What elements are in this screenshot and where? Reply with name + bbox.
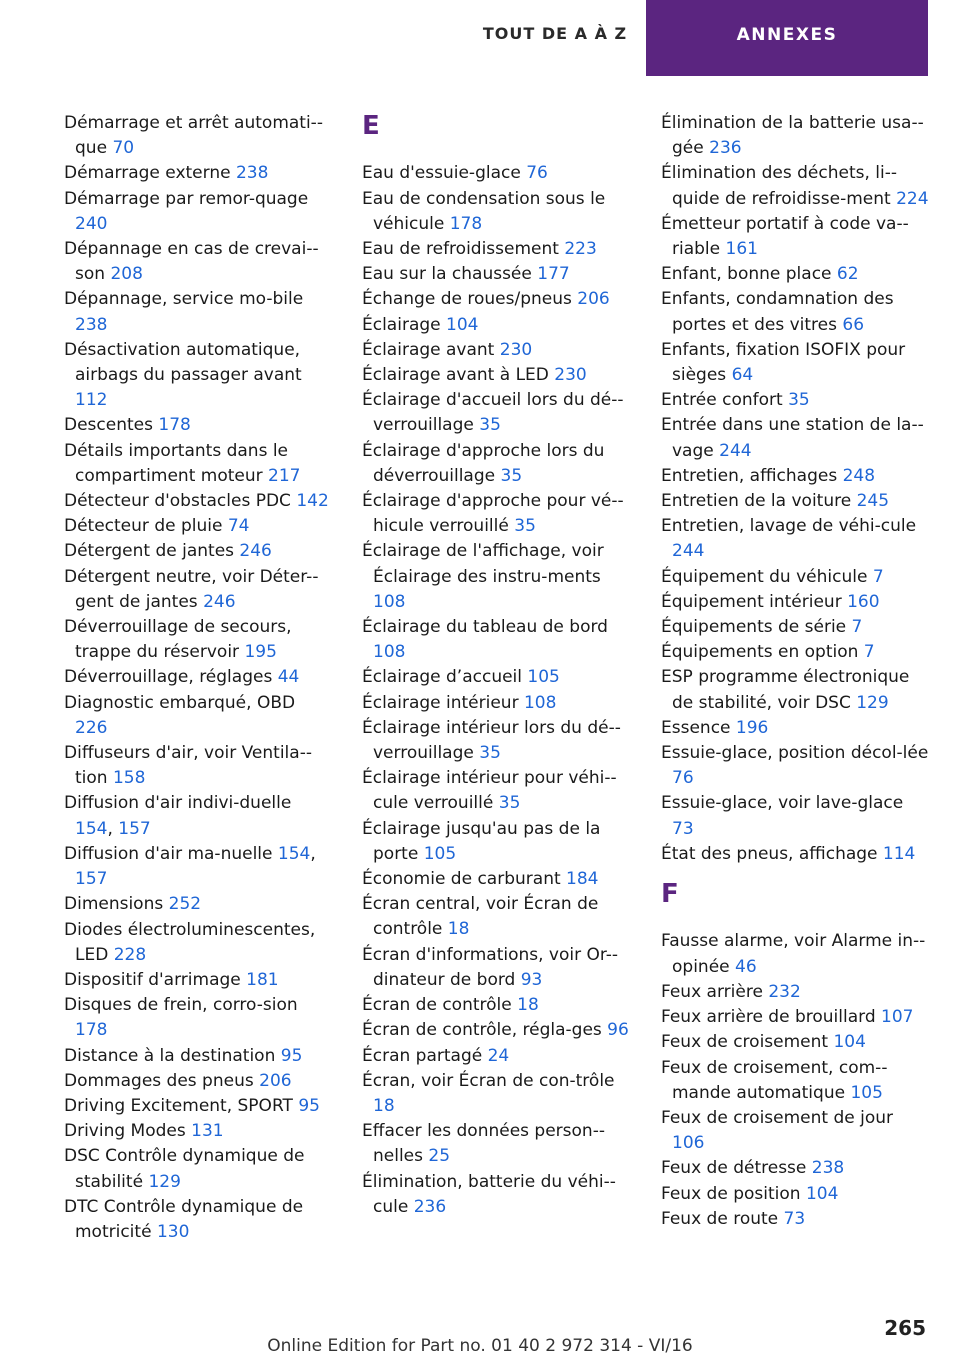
index-term: Diodes électroluminescentes, LED bbox=[64, 919, 316, 965]
page-reference-link[interactable]: 73 bbox=[672, 818, 694, 839]
index-entry bbox=[64, 665, 332, 690]
index-entry bbox=[661, 565, 929, 590]
index-entry bbox=[362, 363, 630, 388]
index-term: Désactivation automatique, airbags du passager avant bbox=[64, 339, 302, 386]
page-reference-link[interactable]: 154 bbox=[277, 843, 311, 864]
index-term: Écran, voir Écran de con-trôle bbox=[362, 1070, 615, 1091]
page-reference-link[interactable]: 244 bbox=[672, 541, 705, 562]
page-reference-link[interactable]: 18 bbox=[447, 919, 470, 940]
index-entry bbox=[661, 514, 929, 564]
index-entry bbox=[661, 1030, 929, 1055]
index-entry bbox=[661, 161, 929, 211]
index-entry bbox=[661, 111, 929, 161]
index-term: Éclairage intérieur lors du dé-verrouillage bbox=[362, 717, 621, 764]
index-term: Élimination de la batterie usa-gée bbox=[661, 113, 924, 159]
page-reference-link[interactable]: 157 bbox=[118, 818, 151, 839]
page-reference-link[interactable]: 161 bbox=[725, 239, 758, 260]
page-reference-link[interactable]: 226 bbox=[75, 717, 108, 738]
page-reference-link[interactable]: 236 bbox=[413, 1196, 447, 1217]
index-term: Descentes bbox=[64, 415, 159, 436]
page-number: 265 bbox=[884, 1316, 926, 1340]
index-term: Équipements de série bbox=[661, 617, 852, 638]
index-term: Élimination, batterie du véhi-cule bbox=[362, 1171, 616, 1217]
index-entry bbox=[362, 262, 630, 287]
index-term: Disques de frein, corro-sion bbox=[64, 995, 298, 1016]
page-reference-link[interactable]: 95 bbox=[280, 1045, 303, 1066]
index-term: Éclairage avant à LED bbox=[362, 365, 555, 386]
index-term: Élimination des déchets, li-quide de refroidisse-ment bbox=[661, 163, 898, 209]
index-term: Enfant, bonne place bbox=[661, 264, 837, 285]
index-term: Détecteur d'obstacles PDC bbox=[64, 491, 297, 512]
index-term: Eau de refroidissement bbox=[362, 239, 565, 259]
index-entry bbox=[64, 565, 332, 615]
index-entry bbox=[362, 615, 630, 665]
index-term: DSC Contrôle dynamique de stabilité bbox=[64, 1146, 305, 1192]
index-term: Équipements en option bbox=[661, 642, 864, 663]
header-section-title: TOUT DE A À Z bbox=[482, 24, 628, 43]
index-entry bbox=[362, 539, 630, 615]
page-reference-link[interactable]: 62 bbox=[836, 264, 859, 285]
page-reference-link[interactable]: 66 bbox=[842, 314, 865, 335]
index-term: Éclairage de l'affichage, voir Éclairage des instru-ments bbox=[362, 541, 604, 587]
index-entry bbox=[661, 388, 929, 413]
index-term: Démarrage par remor-quage bbox=[64, 188, 309, 209]
index-term: Dépannage, service mo-bile bbox=[64, 289, 304, 310]
index-entry bbox=[64, 187, 332, 237]
page-reference-link[interactable]: 248 bbox=[842, 465, 876, 486]
page-reference-link[interactable]: 230 bbox=[554, 365, 587, 386]
index-term: Dépannage en cas de crevai-son bbox=[64, 239, 319, 285]
index-term: Diagnostic embarqué, OBD bbox=[64, 692, 296, 713]
page-reference-link[interactable]: 196 bbox=[735, 717, 769, 738]
index-term: Entretien de la voiture bbox=[661, 491, 857, 512]
page-reference-link[interactable]: 74 bbox=[227, 516, 250, 537]
index-term: Éclairage d'accueil lors du dé-verrouillage bbox=[362, 390, 624, 436]
index-term: Fausse alarme, voir Alarme in-opinée bbox=[661, 931, 926, 977]
page-reference-link[interactable]: 7 bbox=[851, 617, 863, 638]
index-entry bbox=[362, 187, 630, 237]
page-reference-link[interactable]: 236 bbox=[709, 138, 742, 159]
index-entry bbox=[64, 237, 332, 287]
page-reference-link[interactable]: 108 bbox=[373, 591, 406, 612]
index-term: Feux de croisement, com-mande automatique bbox=[661, 1057, 888, 1103]
page-reference-link[interactable]: 35 bbox=[498, 793, 521, 814]
page-reference-link[interactable]: 35 bbox=[479, 415, 501, 436]
page-reference-link[interactable]: 105 bbox=[423, 843, 457, 864]
page-reference-link[interactable]: 105 bbox=[527, 667, 560, 688]
index-entry bbox=[362, 489, 630, 539]
page-reference-link[interactable]: 104 bbox=[833, 1032, 866, 1053]
index-term: Démarrage externe bbox=[64, 163, 236, 184]
page-reference-link[interactable]: 108 bbox=[373, 642, 406, 663]
page-reference-link[interactable]: 35 bbox=[479, 743, 501, 764]
page-reference-link[interactable]: 244 bbox=[719, 440, 752, 461]
index-entry bbox=[64, 741, 332, 791]
index-entry bbox=[661, 212, 929, 262]
page-reference-link[interactable]: 246 bbox=[239, 541, 272, 562]
index-term: Écran partagé bbox=[362, 1045, 488, 1066]
page-reference-link[interactable]: 177 bbox=[537, 264, 570, 285]
index-entry bbox=[362, 1170, 630, 1220]
page-reference-link[interactable]: 35 bbox=[788, 390, 810, 411]
index-term: Dimensions bbox=[64, 894, 169, 915]
index-entry bbox=[64, 161, 332, 186]
index-term: Diffusion d'air indivi-duelle bbox=[64, 793, 292, 814]
index-term: Économie de carburant bbox=[362, 869, 567, 890]
page-reference-link[interactable]: 76 bbox=[526, 163, 548, 184]
page-reference-link[interactable]: 108 bbox=[523, 692, 557, 713]
page-reference-link[interactable]: 240 bbox=[75, 213, 108, 234]
page-reference-link[interactable]: 7 bbox=[872, 566, 884, 587]
index-entry bbox=[64, 287, 332, 337]
index-term: Entretien, lavage de véhi-cule bbox=[661, 516, 917, 537]
index-term: Entretien, affichages bbox=[661, 465, 843, 486]
page-reference-link[interactable]: 18 bbox=[517, 995, 539, 1016]
index-entry bbox=[64, 1069, 332, 1094]
index-term: Feux arrière bbox=[661, 981, 769, 1002]
index-term: Eau de condensation sous le véhicule bbox=[362, 188, 606, 234]
index-term: Diffusion d'air ma-nuelle bbox=[64, 843, 278, 864]
page-reference-link[interactable]: 112 bbox=[75, 390, 108, 411]
page-reference-link[interactable]: 230 bbox=[499, 339, 533, 360]
index-term: État des pneus, affichage bbox=[661, 843, 883, 864]
page-reference-link[interactable]: 129 bbox=[148, 1171, 181, 1192]
index-term: Éclairage d’accueil bbox=[362, 667, 528, 688]
index-term: Déverrouillage, réglages bbox=[64, 667, 278, 688]
index-column-1 bbox=[64, 111, 332, 1245]
index-entry bbox=[64, 691, 332, 741]
page-reference-link[interactable]: 105 bbox=[850, 1082, 883, 1103]
page-reference-link[interactable]: 232 bbox=[768, 981, 801, 1002]
index-term: Éclairage bbox=[362, 314, 447, 335]
index-term: Éclairage du tableau de bord bbox=[362, 617, 608, 638]
index-term: Essence bbox=[661, 717, 736, 738]
page-reference-link[interactable]: 158 bbox=[112, 768, 146, 789]
index-term: Échange de roues/pneus bbox=[362, 289, 578, 310]
index-entry bbox=[661, 287, 929, 337]
index-term: Déverrouillage de secours, trappe du réservoir bbox=[64, 617, 292, 663]
index-entry bbox=[64, 111, 332, 161]
page-reference-link[interactable]: 129 bbox=[856, 692, 889, 713]
index-term: Diffuseurs d'air, voir Ventila-tion bbox=[64, 743, 312, 789]
index-term: Écran d'informations, voir Or-dinateur de bord bbox=[362, 944, 619, 990]
index-entry bbox=[64, 918, 332, 968]
index-column-3 bbox=[661, 111, 929, 1232]
index-entry bbox=[661, 1005, 929, 1030]
page-reference-link[interactable]: 238 bbox=[811, 1158, 845, 1179]
index-term: Entrée confort bbox=[661, 390, 789, 411]
section-letter: F bbox=[661, 879, 679, 910]
page-reference-link[interactable]: 107 bbox=[881, 1007, 914, 1028]
index-entry bbox=[64, 514, 332, 539]
index-term: Eau d'essuie-glace bbox=[362, 163, 527, 184]
index-term: Équipement du véhicule bbox=[661, 566, 873, 587]
index-term: ESP programme électronique de stabilité, voir DSC bbox=[661, 667, 910, 713]
page-reference-link[interactable]: 35 bbox=[514, 516, 536, 537]
index-entry bbox=[362, 338, 630, 363]
index-entry bbox=[661, 1182, 929, 1207]
index-entry bbox=[64, 539, 332, 564]
page-reference-link[interactable]: 246 bbox=[203, 591, 236, 612]
index-entry bbox=[661, 1106, 929, 1156]
page-reference-link[interactable]: 195 bbox=[244, 642, 277, 663]
index-term: Feux de croisement bbox=[661, 1032, 834, 1053]
page-reference-link[interactable]: 95 bbox=[298, 1095, 320, 1116]
index-term: Enfants, fixation ISOFIX pour sièges bbox=[661, 339, 906, 386]
index-entry bbox=[362, 313, 630, 338]
index-entry bbox=[362, 766, 630, 816]
index-entry bbox=[64, 1195, 332, 1245]
footer-edition: Online Edition for Part no. 01 40 2 972 314 - VI/16 bbox=[267, 1336, 693, 1356]
index-entry bbox=[362, 867, 630, 892]
page-reference-link[interactable]: 252 bbox=[168, 894, 202, 915]
page-reference-link[interactable]: 70 bbox=[112, 138, 135, 159]
index-entry bbox=[362, 1119, 630, 1169]
page-reference-link[interactable]: 157 bbox=[75, 869, 108, 890]
index-entry bbox=[362, 287, 630, 312]
page-reference-link[interactable]: 184 bbox=[566, 869, 599, 890]
index-term: Feux de position bbox=[661, 1183, 806, 1204]
index-term: Feux de croisement de jour bbox=[661, 1107, 894, 1128]
index-entry bbox=[64, 1044, 332, 1069]
index-term: Démarrage et arrêt automati-que bbox=[64, 113, 323, 159]
index-entry bbox=[362, 1044, 630, 1069]
index-term: Éclairage avant bbox=[362, 339, 500, 360]
index-entry bbox=[362, 1018, 630, 1043]
index-entry bbox=[362, 161, 630, 186]
index-term: Dispositif d'arrimage bbox=[64, 969, 247, 990]
index-entry bbox=[362, 892, 630, 942]
page-reference-link[interactable]: 93 bbox=[520, 969, 543, 990]
index-entry bbox=[362, 691, 630, 716]
index-entry bbox=[64, 1144, 332, 1194]
page-reference-link[interactable]: 73 bbox=[783, 1208, 806, 1229]
page-reference-link[interactable]: 142 bbox=[296, 491, 329, 512]
page-reference-link[interactable]: 206 bbox=[577, 289, 610, 310]
index-term: Driving Modes bbox=[64, 1121, 192, 1142]
page-reference-link[interactable]: 228 bbox=[113, 944, 147, 965]
index-term: Effacer les données person-nelles bbox=[362, 1121, 605, 1167]
page-reference-link[interactable]: 114 bbox=[882, 843, 916, 864]
index-entry bbox=[661, 842, 929, 867]
page-reference-link[interactable]: 178 bbox=[158, 415, 191, 436]
index-term: Détails importants dans le compartiment moteur bbox=[64, 440, 289, 486]
index-term: Feux arrière de brouillard bbox=[661, 1007, 882, 1028]
index-term: DTC Contrôle dynamique de motricité bbox=[64, 1196, 304, 1242]
index-entry: Diffusion d'air indivi-duelle 154, 157 bbox=[64, 793, 292, 839]
index-entry bbox=[661, 980, 929, 1005]
index-entry bbox=[661, 1156, 929, 1181]
index-entry bbox=[362, 993, 630, 1018]
index-entry bbox=[661, 791, 929, 841]
page-reference-link[interactable]: 206 bbox=[259, 1070, 292, 1091]
index-term: Écran de contrôle, régla-ges bbox=[362, 1020, 608, 1041]
index-entry bbox=[362, 1069, 630, 1119]
index-term: Détergent de jantes bbox=[64, 541, 240, 562]
index-entry bbox=[362, 716, 630, 766]
index-term: Dommages des pneus bbox=[64, 1070, 260, 1091]
index-entry bbox=[661, 262, 929, 287]
index-term: Entrée dans une station de la-vage bbox=[661, 415, 924, 461]
page-reference-link[interactable]: 64 bbox=[731, 365, 754, 386]
index-entry bbox=[64, 439, 332, 489]
page-reference-link[interactable]: 178 bbox=[449, 213, 483, 234]
index-entry bbox=[661, 929, 929, 979]
index-entry bbox=[661, 716, 929, 741]
index-term: Écran de contrôle bbox=[362, 995, 518, 1016]
index-term: Éclairage intérieur bbox=[362, 692, 524, 713]
index-term: Détergent neutre, voir Déter-gent de jantes bbox=[64, 566, 319, 612]
index-entry bbox=[64, 413, 332, 438]
page-reference-link[interactable]: 238 bbox=[75, 314, 108, 335]
index-entry bbox=[64, 968, 332, 993]
index-term: Feux de route bbox=[661, 1208, 784, 1229]
section-letter: E bbox=[362, 111, 380, 141]
index-entry bbox=[661, 1056, 929, 1106]
index-entry bbox=[661, 1207, 929, 1232]
index-term: Essuie-glace, voir lave-glace bbox=[661, 793, 904, 814]
page-reference-link[interactable]: 130 bbox=[156, 1221, 190, 1242]
index-entry bbox=[661, 665, 929, 715]
page-reference-link[interactable]: 24 bbox=[487, 1045, 510, 1066]
page-reference-link[interactable]: 25 bbox=[428, 1146, 451, 1167]
index-term: Émetteur portatif à code va-riable bbox=[661, 213, 909, 260]
index-entry bbox=[661, 640, 929, 665]
page-reference-link[interactable]: 238 bbox=[235, 163, 269, 184]
index-entry bbox=[362, 817, 630, 867]
page-reference-link[interactable]: 18 bbox=[373, 1095, 395, 1116]
page-reference-link[interactable]: 104 bbox=[446, 314, 479, 335]
page-reference-link[interactable]: 224 bbox=[896, 188, 929, 209]
index-entry bbox=[661, 590, 929, 615]
index-term: Éclairage intérieur pour véhi-cule verrouillé bbox=[362, 768, 617, 814]
index-entry bbox=[362, 388, 630, 438]
index-entry bbox=[362, 237, 630, 262]
index-term: Éclairage d'approche pour vé-hicule verrouillé bbox=[362, 491, 624, 537]
page-reference-link[interactable]: 245 bbox=[856, 491, 890, 512]
index-term: Eau sur la chaussée bbox=[362, 264, 538, 285]
index-entry bbox=[64, 993, 332, 1043]
header-tab-annexes: ANNEXES bbox=[646, 0, 928, 76]
index-term: Distance à la destination bbox=[64, 1045, 281, 1066]
page-reference-link[interactable]: 208 bbox=[110, 264, 143, 285]
index-entry bbox=[661, 489, 929, 514]
index-entry bbox=[362, 943, 630, 993]
index-entry bbox=[661, 615, 929, 640]
index-term: Éclairage d'approche lors du déverrouillage bbox=[362, 440, 605, 486]
index-entry bbox=[661, 338, 929, 388]
page-reference-link[interactable]: 35 bbox=[500, 465, 523, 486]
index-entry bbox=[362, 439, 630, 489]
index-entry bbox=[64, 1094, 332, 1119]
index-term: Détecteur de pluie bbox=[64, 516, 228, 537]
index-entry bbox=[64, 338, 332, 414]
page-reference-link[interactable]: 104 bbox=[805, 1183, 839, 1204]
index-entry bbox=[64, 1119, 332, 1144]
index-term: Driving Excitement, SPORT bbox=[64, 1095, 299, 1116]
page-reference-link[interactable]: 223 bbox=[564, 239, 597, 259]
index-term: Feux de détresse bbox=[661, 1158, 812, 1179]
page-reference-link[interactable]: 96 bbox=[607, 1020, 629, 1041]
index-term: Équipement intérieur bbox=[661, 591, 848, 612]
index-entry bbox=[64, 489, 332, 514]
page-header bbox=[0, 0, 960, 76]
index-entry bbox=[661, 741, 929, 791]
page-reference-link[interactable]: 154 bbox=[75, 818, 108, 839]
page-reference-link[interactable]: 217 bbox=[268, 465, 301, 486]
index-entry bbox=[661, 464, 929, 489]
index-term: Essuie-glace, position décol-lée bbox=[661, 743, 929, 764]
index-term: Éclairage jusqu'au pas de la porte bbox=[362, 818, 601, 864]
index-entry bbox=[64, 615, 332, 665]
page-reference-link[interactable]: 106 bbox=[672, 1133, 705, 1154]
page-reference-link[interactable]: 181 bbox=[246, 969, 279, 990]
page-reference-link[interactable]: 76 bbox=[672, 768, 694, 789]
page-reference-link[interactable]: 160 bbox=[847, 591, 880, 612]
index-column-2 bbox=[362, 111, 630, 1220]
index-entry bbox=[362, 665, 630, 690]
index-entry bbox=[661, 413, 929, 463]
page-reference-link[interactable]: 131 bbox=[191, 1121, 224, 1142]
page-reference-link[interactable]: 7 bbox=[863, 642, 875, 663]
index-entry: Diffusion d'air ma-nuelle 154, 157 bbox=[64, 843, 316, 890]
index-term: Écran central, voir Écran de contrôle bbox=[362, 894, 599, 940]
index-entry bbox=[64, 892, 332, 917]
page-reference-link[interactable]: 44 bbox=[277, 667, 300, 688]
page-reference-link[interactable]: 178 bbox=[75, 1020, 108, 1041]
index-term: Enfants, condamnation des portes et des vitres bbox=[661, 289, 894, 335]
page-reference-link[interactable]: 46 bbox=[735, 956, 757, 977]
